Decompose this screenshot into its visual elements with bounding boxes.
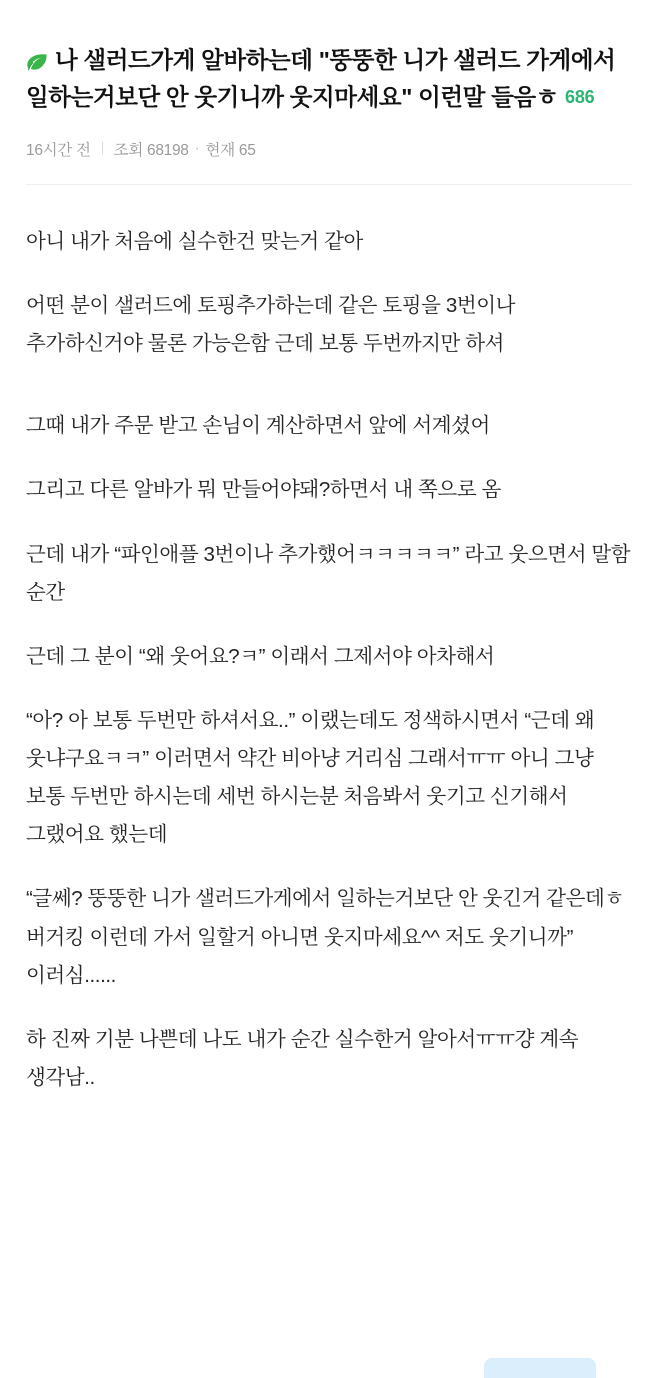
meta-dot: · xyxy=(194,139,200,157)
post-paragraph: 아니 내가 처음에 실수한건 맞는거 같아 xyxy=(26,229,363,253)
comment-count[interactable]: 686 xyxy=(565,86,595,107)
bottom-peek-area xyxy=(0,1356,658,1378)
post-paragraph: 근데 내가 “파인애플 3번이나 추가했어ㅋㅋㅋㅋㅋ” 라고 웃으면서 말함 순간 xyxy=(26,542,636,604)
page-title xyxy=(26,42,632,116)
post-paragraph: “아? 아 보통 두번만 하셔서요..” 이랬는데도 정색하시면서 “근데 왜 웃냐구요ㅋㅋ” 이러면서 약간 비아냥 거리심 그래서ㅠㅠ 아니 그냥 보통 두번만 하시는데 세번 하시는분 처음봐서 웃기고 신기해서 그랬어요 했는데 xyxy=(26,708,600,847)
post-current-readers: 현재 65 xyxy=(205,141,256,159)
post-time: 16시간 전 xyxy=(26,141,91,159)
post-paragraph: 하 진짜 기분 나쁜데 나도 내가 순간 실수한거 알아서ㅠㅠ걍 계속 생각남.. xyxy=(26,1027,584,1089)
peek-card[interactable] xyxy=(484,1358,596,1378)
post-paragraph: “글쎄? 뚱뚱한 니가 샐러드가게에서 일하는거보단 안 웃긴거 같은데ㅎ 버거킹 이런데 가서 일할거 아니면 웃지마세요^^ 저도 웃기니까” 이러심...... xyxy=(26,887,630,987)
post-header xyxy=(0,0,658,185)
leaf-icon xyxy=(26,53,48,71)
post-paragraph: 근데 그 분이 “왜 웃어요?ㅋ” 이래서 그제서야 아차해서 xyxy=(26,644,495,668)
post-meta xyxy=(26,138,632,160)
post-paragraph: 그때 내가 주문 받고 손님이 계산하면서 앞에 서계셨어 xyxy=(26,414,490,438)
post-paragraph: 어떤 분이 샐러드에 토핑추가하는데 같은 토핑을 3번이나 추가하신거야 물론 가능은함 근데 보통 두번까지만 하셔 xyxy=(26,294,521,356)
meta-divider xyxy=(102,142,103,155)
post-title-text: 나 샐러드가게 알바하는데 "뚱뚱한 니가 샐러드 가게에서 일하는거보단 안 웃기니까 웃지마세요" 이런말 들음ㅎ xyxy=(26,46,616,110)
post-content xyxy=(0,185,658,1133)
post-paragraph: 그리고 다른 알바가 뭐 만들어야돼?하면서 내 쪽으로 옴 xyxy=(26,478,501,502)
post-views: 조회 68198 xyxy=(113,141,189,159)
